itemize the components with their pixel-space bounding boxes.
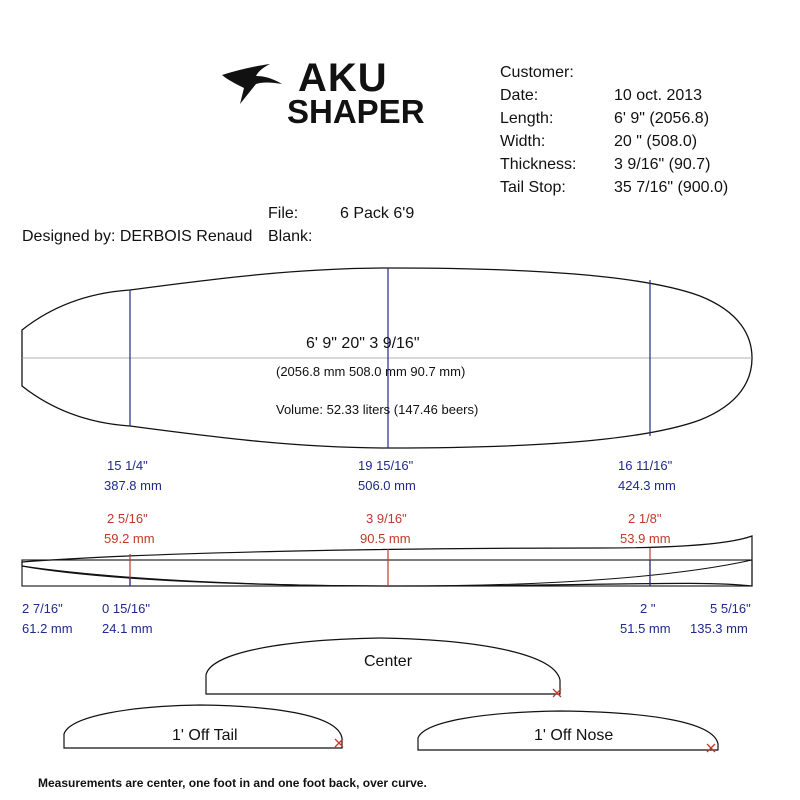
date-label: Date: <box>500 87 539 104</box>
rocker-tail-in: 0 15/16" <box>102 601 150 616</box>
width-center-mm: 506.0 mm <box>358 478 416 493</box>
width-center-in: 19 15/16" <box>358 458 414 473</box>
tailstop-value: 35 7/16" (900.0) <box>614 179 729 196</box>
rocker-tail-mm: 24.1 mm <box>102 621 153 636</box>
thickness-tail-in: 2 5/16" <box>107 511 148 526</box>
rocker-tail-end-in: 2 7/16" <box>22 601 63 616</box>
thickness-nose-in: 2 1/8" <box>628 511 662 526</box>
designer-text: Designed by: DERBOIS Renaud <box>22 228 253 245</box>
rocker-nose-end-mm: 135.3 mm <box>690 621 748 636</box>
thickness-center-in: 3 9/16" <box>366 511 407 526</box>
footer-note: Measurements are center, one foot in and one foot back, over curve. <box>38 776 427 790</box>
logo-title: AKU <box>298 56 388 100</box>
width-nose-mm: 424.3 mm <box>618 478 676 493</box>
rocker-nose-end-in: 5 5/16" <box>710 601 751 616</box>
length-label: Length: <box>500 110 554 127</box>
width-value: 20 " (508.0) <box>614 133 698 150</box>
swallow-logo-icon <box>222 64 282 104</box>
width-nose-in: 16 11/16" <box>618 458 673 473</box>
width-label: Width: <box>500 133 546 150</box>
date-value: 10 oct. 2013 <box>614 87 703 104</box>
outline-dims-imperial: 6' 9" 20" 3 9/16" <box>306 335 420 352</box>
file-value: 6 Pack 6'9 <box>340 205 415 222</box>
width-tail-in: 15 1/4" <box>107 458 148 473</box>
thickness-label: Thickness: <box>500 156 577 173</box>
logo-subtitle: SHAPER <box>287 93 425 130</box>
length-value: 6' 9" (2056.8) <box>614 110 710 127</box>
section-nose-label: 1' Off Nose <box>534 727 614 744</box>
width-tail-mm: 387.8 mm <box>104 478 162 493</box>
rocker-nose-mm: 51.5 mm <box>620 621 671 636</box>
rocker-tail-end-mm: 61.2 mm <box>22 621 73 636</box>
thickness-nose-mm: 53.9 mm <box>620 531 671 546</box>
rocker-nose-in: 2 " <box>640 601 656 616</box>
customer-label: Customer: <box>500 64 574 81</box>
file-label: File: <box>268 205 299 222</box>
thickness-center-mm: 90.5 mm <box>360 531 411 546</box>
section-center-label: Center <box>364 653 413 670</box>
section-tail-label: 1' Off Tail <box>172 727 238 744</box>
thickness-value: 3 9/16" (90.7) <box>614 156 711 173</box>
outline-dims-metric: (2056.8 mm 508.0 mm 90.7 mm) <box>276 364 466 379</box>
outline-volume: Volume: 52.33 liters (147.46 beers) <box>276 402 479 417</box>
plan-outline <box>22 268 752 448</box>
blank-label: Blank: <box>268 228 313 245</box>
thickness-tail-mm: 59.2 mm <box>104 531 155 546</box>
tailstop-label: Tail Stop: <box>500 179 566 196</box>
